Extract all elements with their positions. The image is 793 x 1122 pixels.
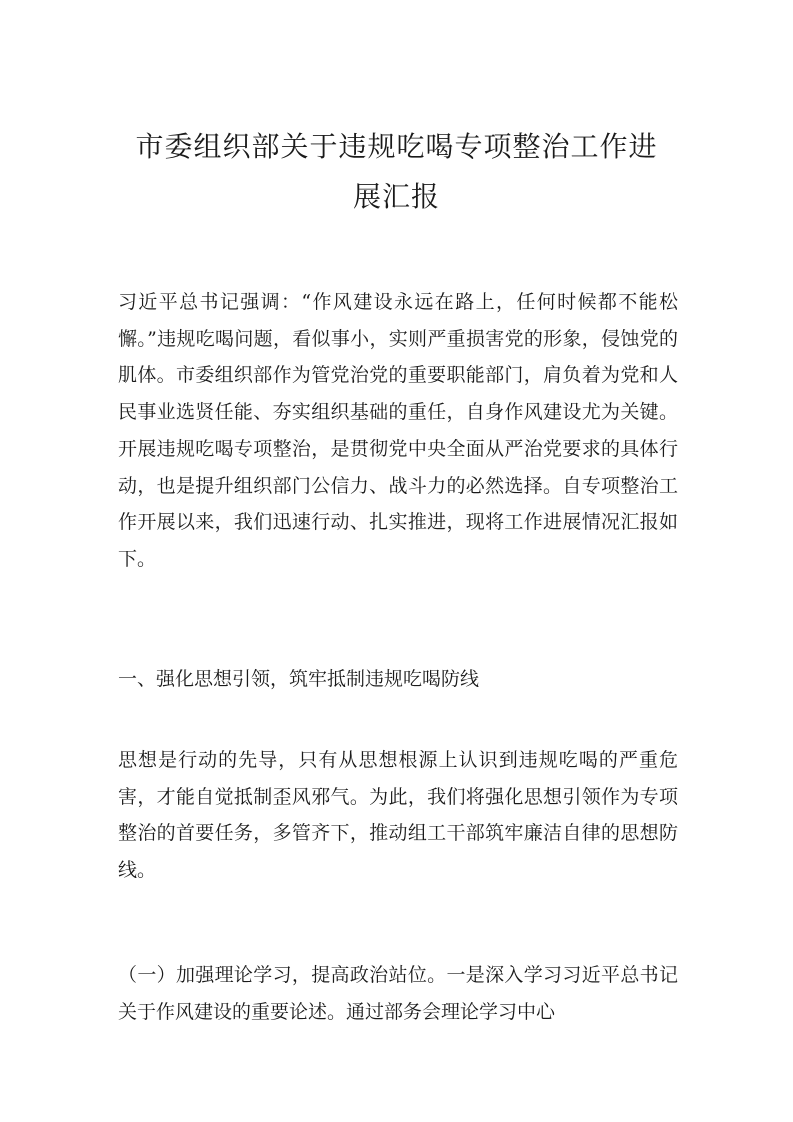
title-line-1: 市委组织部关于违规吃喝专项整治工作进 <box>135 130 658 163</box>
title-line-2: 展汇报 <box>352 180 440 213</box>
section-1-paragraph: 思想是行动的先导，只有从思想根源上认识到违规吃喝的严重危害，才能自觉抵制歪风邪气。为此，我们将强化思想引领作为专项整治的首要任务，多管齐下，推动组工干部筑牢廉洁自律的思想防线。 <box>118 749 678 882</box>
intro-paragraph: 习近平总书记强调：“作风建设永远在路上，任何时候都不能松懈。”违规吃喝问题，看似事小，实则严重损害党的形象，侵蚀党的肌体。市委组织部作为管党治党的重要职能部门，肩负着为党和人民事业选贤任能、夯实组织基础的重任，自身作风建设尤为关键。开展违规吃喝专项整治，是贯彻党中央全面从严治党要求的具体行动，也是提升组织部门公信力、战斗力的必然选择。自专项整治工作开展以来，我们迅速行动、扎实推进，现将工作进展情况汇报如下。 <box>118 291 678 570</box>
section-heading-1: 一、强化思想引领，筑牢抵制违规吃喝防线 <box>118 668 480 690</box>
document-title <box>100 122 693 222</box>
subsection-1-paragraph: （一）加强理论学习，提高政治站位。一是深入学习习近平总书记关于作风建设的重要论述。通过部务会理论学习中心 <box>118 964 678 1023</box>
